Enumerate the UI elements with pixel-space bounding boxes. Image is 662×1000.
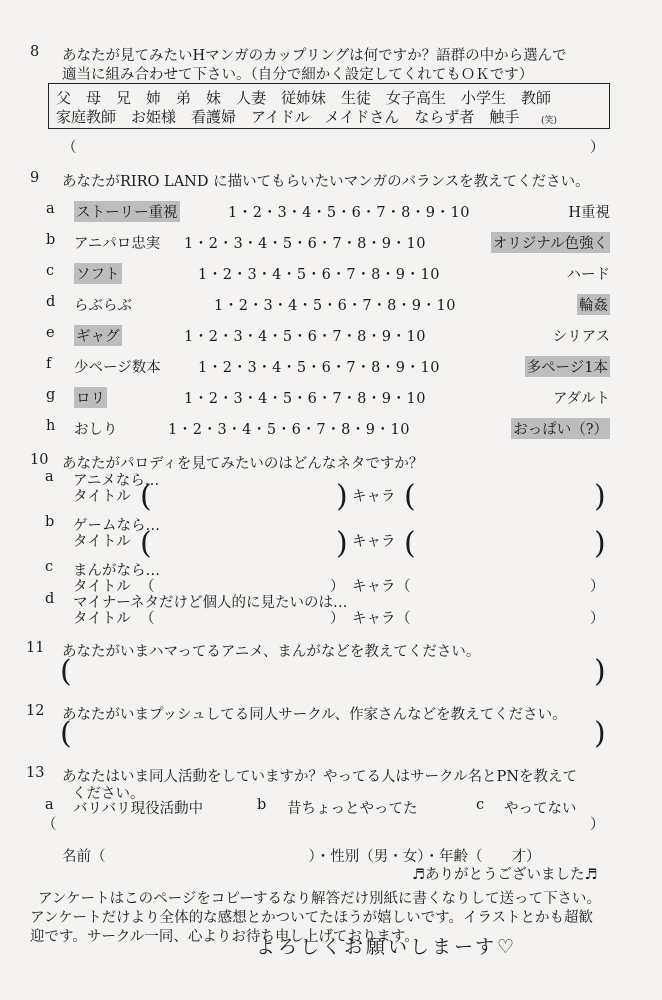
q9-row-letter: a xyxy=(46,201,55,217)
q10-a-chara-open: ( xyxy=(404,479,416,514)
q9-row-letter: h xyxy=(46,418,56,434)
q9-row-letter: b xyxy=(46,232,56,248)
q13-opt-b: 昔ちょっとやってた xyxy=(287,801,418,817)
q9-row-scale: 1・2・3・4・5・6・7・8・9・10 xyxy=(214,298,456,314)
q9-row-scale: 1・2・3・4・5・6・7・8・9・10 xyxy=(168,422,410,438)
q11-text: あなたがいまハマってるアニメ、まんがなどを教えてください。 xyxy=(62,644,481,660)
q9-row-scale: 1・2・3・4・5・6・7・8・9・10 xyxy=(198,267,440,283)
q10-d-label: マイナーネタだけど個人的に見たいのは… xyxy=(73,595,348,611)
q9-row-letter: c xyxy=(46,263,55,279)
footer-note-2: アンケートだけより全体的な感想とかついてたほうが嬉しいです。イラストとかも超歓 xyxy=(30,910,594,926)
q10-d-chara-label: キャラ xyxy=(352,611,396,627)
q10-c-label: まんがなら… xyxy=(73,563,160,579)
q9-row-letter: g xyxy=(46,387,56,403)
q13-line2: ください。 xyxy=(72,786,145,802)
q10-number: 10 xyxy=(30,452,49,468)
q9-row-letter: d xyxy=(46,294,56,310)
q13-opt-c-letter: c xyxy=(476,797,485,813)
q9-row-scale: 1・2・3・4・5・6・7・8・9・10 xyxy=(228,205,470,221)
q13-answer-open: （ xyxy=(42,817,57,833)
q10-a-chara-close: ) xyxy=(594,479,606,514)
q10-c-chara-close: ） xyxy=(590,579,605,595)
q11-number: 11 xyxy=(26,640,45,656)
q9-row-right-label: オリジナル色強く xyxy=(491,232,610,253)
q10-c-title-close: ） xyxy=(330,579,345,595)
q9-row-right-label: 輪姦 xyxy=(577,294,610,315)
q10-c-title-label: タイトル xyxy=(73,579,131,595)
q9-row-right-label: おっぱい（?） xyxy=(511,418,610,439)
q9-row-letter: f xyxy=(46,356,52,372)
footer-note-1: アンケートはこのページをコピーするなり解答だけ別紙に書くなりして送って下さい。 xyxy=(38,891,602,907)
q10-b-title-close: ) xyxy=(336,526,348,561)
q9-text: あなたがRIRO LAND に描いてもらいたいマンガのバランスを教えてください。 xyxy=(62,174,590,190)
q10-d-title-open: （ xyxy=(140,611,155,627)
q10-a-label: アニメなら… xyxy=(73,473,160,489)
q12-text: あなたがいまプッシュしてる同人サークル、作家さんなどを教えてください。 xyxy=(62,707,567,723)
q9-row-left-label: アニパロ忠実 xyxy=(74,236,161,252)
name-gender-age-line: 名前（ ）・性別（男・女）・年齢（ 才） xyxy=(62,849,541,865)
q13-opt-c: やってない xyxy=(504,801,577,817)
q11-answer-close: ) xyxy=(594,654,606,689)
closing-text: よろしくお願いしまーす♡ xyxy=(256,936,518,958)
q13-number: 13 xyxy=(26,765,45,781)
q13-line1: あなたはいま同人活動をしていますか？やってる人はサークル名とPNを教えて xyxy=(62,769,578,785)
q10-c-chara-open: （ xyxy=(396,579,411,595)
q9-row-left-label: らぶらぶ xyxy=(74,298,132,314)
q9-row-right-label: シリアス xyxy=(552,329,610,345)
q13-opt-a-letter: a xyxy=(45,797,54,813)
q9-row-left-label: おしり xyxy=(74,422,118,438)
q13-opt-b-letter: b xyxy=(257,797,267,813)
q10-a-title-close: ) xyxy=(336,479,348,514)
q10-b-chara-label: キャラ xyxy=(352,534,396,550)
q8-line2: 適当に組み合わせて下さい。（自分で細かく設定してくれてもＯＫです） xyxy=(62,67,534,83)
q10-letter-a: a xyxy=(45,469,54,485)
q10-d-title-label: タイトル xyxy=(73,611,131,627)
q9-row-scale: 1・2・3・4・5・6・7・8・9・10 xyxy=(198,360,440,376)
q10-a-chara-label: キャラ xyxy=(352,489,396,505)
q8-number: 8 xyxy=(30,44,40,60)
q9-row-scale: 1・2・3・4・5・6・7・8・9・10 xyxy=(184,391,426,407)
q9-number: 9 xyxy=(30,170,40,186)
q13-opt-a: バリバリ現役活動中 xyxy=(73,801,204,817)
q10-c-chara-label: キャラ xyxy=(352,579,396,595)
q9-row-right-label: ハード xyxy=(566,267,610,283)
q10-letter-c: c xyxy=(45,559,54,575)
q9-row-letter: e xyxy=(46,325,55,341)
q10-letter-d: d xyxy=(45,591,55,607)
q9-row-right-label: 多ページ1本 xyxy=(525,356,610,377)
q8-box-line2: 家庭教師 お姫様 看護婦 アイドル メイドさん ならず者 触手 xyxy=(56,108,520,126)
q9-row-left-label: 少ページ数本 xyxy=(74,360,161,376)
q10-b-label: ゲームなら… xyxy=(73,518,160,534)
q10-d-title-close: ） xyxy=(330,611,345,627)
q9-row-left-label: ソフト xyxy=(74,263,122,284)
q10-b-chara-open: ( xyxy=(404,526,416,561)
q11-answer-open: ( xyxy=(60,654,72,689)
q9-row-right-label: H重視 xyxy=(568,205,610,221)
q8-answer-close: ） xyxy=(590,140,605,156)
q10-a-title-label: タイトル xyxy=(73,489,131,505)
q9-row-left-label: ギャグ xyxy=(74,325,122,346)
q9-row-left-label: ロリ xyxy=(74,387,107,408)
footer-note-3: 迎です。サークル一同、心よりお待ち申し上げております。 xyxy=(30,929,419,945)
q9-row-left-label: ストーリー重視 xyxy=(74,201,180,222)
q9-row-scale: 1・2・3・4・5・6・7・8・9・10 xyxy=(184,329,426,345)
q8-box-line1: 父 母 兄 姉 弟 妹 人妻 従姉妹 生徒 女子高生 小学生 教師 xyxy=(56,89,552,107)
q12-answer-open: ( xyxy=(60,716,72,751)
q10-letter-b: b xyxy=(45,514,55,530)
q8-box-note: (笑) xyxy=(541,116,558,126)
q12-answer-close: ) xyxy=(594,716,606,751)
q10-b-chara-close: ) xyxy=(594,526,606,561)
q8-line1: あなたが見てみたいHマンガのカップリングは何ですか？語群の中から選んで xyxy=(62,48,567,64)
q10-text: あなたがパロディを見てみたいのはどんなネタですか？ xyxy=(62,456,424,472)
q13-answer-close: ） xyxy=(590,817,605,833)
thanks-text: ♬ありがとうございました♬ xyxy=(412,867,598,883)
q10-d-chara-open: （ xyxy=(396,611,411,627)
q9-row-right-label: アダルト xyxy=(553,391,610,407)
q8-answer-open: （ xyxy=(62,140,77,156)
q10-c-title-open: （ xyxy=(140,579,155,595)
q10-d-chara-close: ） xyxy=(590,611,605,627)
q12-number: 12 xyxy=(26,703,45,719)
q10-b-title-open: ( xyxy=(140,526,152,561)
q9-row-scale: 1・2・3・4・5・6・7・8・9・10 xyxy=(184,236,426,252)
q10-b-title-label: タイトル xyxy=(73,534,131,550)
q10-a-title-open: ( xyxy=(140,479,152,514)
